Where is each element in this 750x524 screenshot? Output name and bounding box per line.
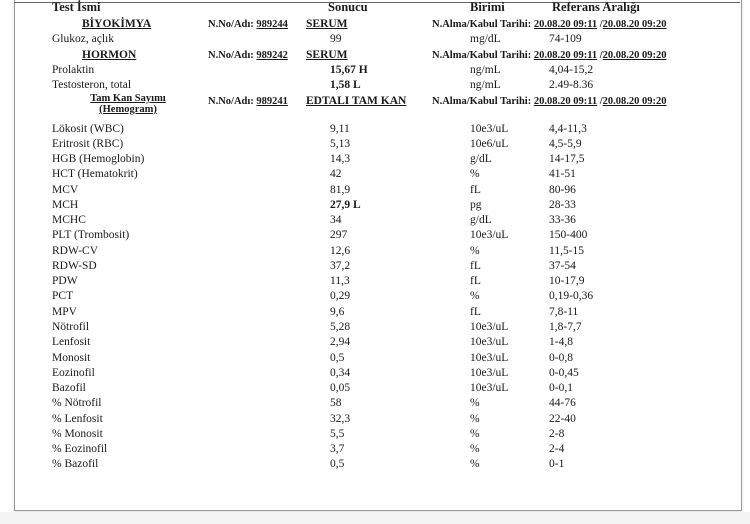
test-unit: fL <box>470 260 481 272</box>
test-unit: 10e6/uL <box>470 138 509 150</box>
table-row <box>0 289 750 304</box>
table-row <box>0 366 750 381</box>
test-unit: mg/dL <box>470 33 501 45</box>
test-result: 37,2 <box>330 260 351 272</box>
test-result: 14,3 <box>330 153 351 165</box>
section-biyokimya <box>0 17 750 32</box>
test-result: 5,13 <box>330 138 351 150</box>
test-reference: 7,8-11 <box>549 306 579 318</box>
table-row <box>0 351 750 366</box>
test-result: 34 <box>330 214 342 226</box>
table-row <box>0 396 750 411</box>
section-hormon <box>0 48 750 63</box>
table-row <box>0 198 750 213</box>
date-received: 20.08.20 09:20 <box>602 19 667 30</box>
test-reference: 0-0,8 <box>549 352 573 364</box>
date-label: N.Alma/Kabul Tarihi: <box>432 19 532 30</box>
test-unit: % <box>470 413 480 425</box>
table-row <box>0 228 750 243</box>
test-reference: 14-17,5 <box>549 153 585 165</box>
test-reference: 0-0,1 <box>549 382 573 394</box>
test-result: 32,3 <box>330 413 351 425</box>
test-result: 0,5 <box>330 458 345 470</box>
test-unit: ng/mL <box>470 64 501 76</box>
test-result: 5,5 <box>330 428 345 440</box>
test-name: HGB (Hemoglobin) <box>52 153 145 165</box>
sample-date <box>432 17 667 32</box>
test-name: Monosit <box>52 352 91 364</box>
test-unit: 10e3/uL <box>470 336 509 348</box>
table-row <box>0 183 750 198</box>
test-reference: 22-40 <box>549 413 576 425</box>
test-unit: % <box>470 168 480 180</box>
test-unit: 10e3/uL <box>470 382 509 394</box>
sample-type: SERUM <box>306 18 348 30</box>
date-taken: 20.08.20 09:11 <box>533 19 598 30</box>
test-result: 297 <box>330 229 348 241</box>
test-name: Lökosit (WBC) <box>52 123 124 135</box>
test-result: 2,94 <box>330 336 351 348</box>
test-reference: 0-0,45 <box>549 367 579 379</box>
test-reference: 10-17,9 <box>549 275 585 287</box>
section-title: HORMON <box>82 49 137 61</box>
test-result: 3,7 <box>330 443 345 455</box>
test-name: MCV <box>52 184 79 196</box>
test-result: 9,11 <box>330 123 350 135</box>
sample-date <box>432 48 667 63</box>
test-unit: % <box>470 443 480 455</box>
section-hemogram <box>0 94 750 109</box>
test-name: PDW <box>52 275 78 287</box>
table-row <box>0 63 750 78</box>
sample-number-label: N.No/Adı: <box>208 50 254 61</box>
test-reference: 41-51 <box>549 168 576 180</box>
test-name: MCHC <box>52 214 86 226</box>
test-unit: ng/mL <box>470 79 501 91</box>
date-taken: 20.08.20 09:11 <box>533 50 598 61</box>
test-result: 0,34 <box>330 367 351 379</box>
table-row <box>0 442 750 457</box>
sample-number-value: 989244 <box>256 19 288 30</box>
test-result: 9,6 <box>330 306 345 318</box>
table-row <box>0 137 750 152</box>
table-row <box>0 274 750 289</box>
test-name: Testosteron, total <box>52 79 132 91</box>
test-name: MCH <box>52 199 79 211</box>
test-reference: 0,19-0,36 <box>549 290 594 302</box>
sample-type: EDTALI TAM KAN <box>306 95 407 107</box>
test-name: PCT <box>52 290 74 302</box>
test-name: Glukoz, açlık <box>52 33 114 45</box>
section-title-line1: Tam Kan Sayımı <box>90 93 166 104</box>
table-row <box>0 305 750 320</box>
test-reference: 1,8-7,7 <box>549 321 582 333</box>
test-name: % Lenfosit <box>52 413 103 425</box>
date-separator: / <box>599 19 603 30</box>
test-unit: 10e3/uL <box>470 367 509 379</box>
test-name: Lenfosit <box>52 336 91 348</box>
header-result: Sonucu <box>328 0 368 14</box>
test-unit: fL <box>470 306 481 318</box>
test-reference: 37-54 <box>549 260 576 272</box>
test-result: 11,3 <box>330 275 350 287</box>
test-reference: 80-96 <box>549 184 576 196</box>
test-reference: 44-76 <box>549 397 576 409</box>
test-name: RDW-SD <box>52 260 97 272</box>
test-name: % Monosit <box>52 428 103 440</box>
test-name: MPV <box>52 306 77 318</box>
date-received: 20.08.20 09:20 <box>602 96 667 107</box>
table-row <box>0 427 750 442</box>
sample-number-label: N.No/Adı: <box>208 96 254 107</box>
test-result: 58 <box>330 397 342 409</box>
test-reference: 2-8 <box>549 428 565 440</box>
test-name: Eozinofil <box>52 367 95 379</box>
test-unit: fL <box>470 275 481 287</box>
date-received: 20.08.20 09:20 <box>602 50 667 61</box>
test-reference: 74-109 <box>549 33 582 45</box>
test-name: PLT (Trombosit) <box>52 229 130 241</box>
table-row <box>0 335 750 350</box>
sample-number <box>208 17 288 32</box>
table-row <box>0 122 750 137</box>
sample-type: SERUM <box>306 49 348 61</box>
header-reference-range: Referans Aralığı <box>552 0 640 14</box>
table-row <box>0 32 750 47</box>
test-result: 5,28 <box>330 321 351 333</box>
test-name: HCT (Hematokrit) <box>52 168 138 180</box>
test-reference: 0-1 <box>549 458 565 470</box>
column-header-row <box>0 0 750 15</box>
section-title-line2: (Hemogram) <box>99 104 157 115</box>
date-label: N.Alma/Kabul Tarihi: <box>432 96 532 107</box>
header-unit: Birimi <box>470 0 505 14</box>
sample-number <box>208 94 288 109</box>
test-result: 0,05 <box>330 382 351 394</box>
test-result: 0,5 <box>330 352 345 364</box>
date-separator: / <box>599 96 603 107</box>
test-reference: 4,04-15,2 <box>549 64 594 76</box>
test-result: 0,29 <box>330 290 351 302</box>
table-row <box>0 167 750 182</box>
test-reference: 2.49-8.36 <box>549 79 594 91</box>
test-unit: fL <box>470 184 481 196</box>
test-result: 1,58 L <box>330 79 361 91</box>
test-reference: 1-4,8 <box>549 336 573 348</box>
date-taken: 20.08.20 09:11 <box>533 96 598 107</box>
test-name: Prolaktin <box>52 64 95 76</box>
table-row <box>0 457 750 472</box>
test-name: % Bazofil <box>52 458 99 470</box>
test-unit: g/dL <box>470 214 492 226</box>
sample-number <box>208 48 288 63</box>
sample-number-label: N.No/Adı: <box>208 19 254 30</box>
test-reference: 4,4-11,3 <box>549 123 587 135</box>
test-result: 42 <box>330 168 342 180</box>
date-separator: / <box>599 50 603 61</box>
test-reference: 4,5-5,9 <box>549 138 582 150</box>
test-unit: % <box>470 458 480 470</box>
table-row <box>0 78 750 93</box>
test-reference: 28-33 <box>549 199 576 211</box>
table-row <box>0 152 750 167</box>
sample-date <box>432 94 667 109</box>
table-row <box>0 320 750 335</box>
test-name: Bazofil <box>52 382 86 394</box>
test-name: % Nötrofil <box>52 397 102 409</box>
test-unit: pg <box>470 199 482 211</box>
test-unit: 10e3/uL <box>470 229 509 241</box>
sample-number-value: 989242 <box>256 50 288 61</box>
table-row <box>0 213 750 228</box>
page-bottom-shadow <box>0 512 750 524</box>
test-result: 12,6 <box>330 245 351 257</box>
test-reference: 2-4 <box>549 443 565 455</box>
test-unit: g/dL <box>470 153 492 165</box>
table-row <box>0 381 750 396</box>
test-unit: 10e3/uL <box>470 352 509 364</box>
table-row <box>0 412 750 427</box>
test-name: % Eozinofil <box>52 443 108 455</box>
test-unit: % <box>470 290 480 302</box>
test-result: 99 <box>330 33 342 45</box>
test-unit: 10e3/uL <box>470 123 509 135</box>
test-unit: % <box>470 428 480 440</box>
test-name: RDW-CV <box>52 245 98 257</box>
section-title: BİYOKİMYA <box>82 18 152 30</box>
test-name: Eritrosit (RBC) <box>52 138 124 150</box>
table-row <box>0 244 750 259</box>
test-unit: % <box>470 245 480 257</box>
date-label: N.Alma/Kabul Tarihi: <box>432 50 532 61</box>
test-result: 27,9 L <box>330 199 361 211</box>
test-name: Nötrofil <box>52 321 90 333</box>
test-unit: 10e3/uL <box>470 321 509 333</box>
table-row <box>0 259 750 274</box>
test-unit: % <box>470 397 480 409</box>
sample-number-value: 989241 <box>256 96 288 107</box>
test-result: 15,67 H <box>330 64 368 76</box>
test-result: 81,9 <box>330 184 351 196</box>
header-test-name: Test İsmi <box>52 0 101 14</box>
test-reference: 150-400 <box>549 229 588 241</box>
test-reference: 33-36 <box>549 214 576 226</box>
test-reference: 11,5-15 <box>549 245 585 257</box>
